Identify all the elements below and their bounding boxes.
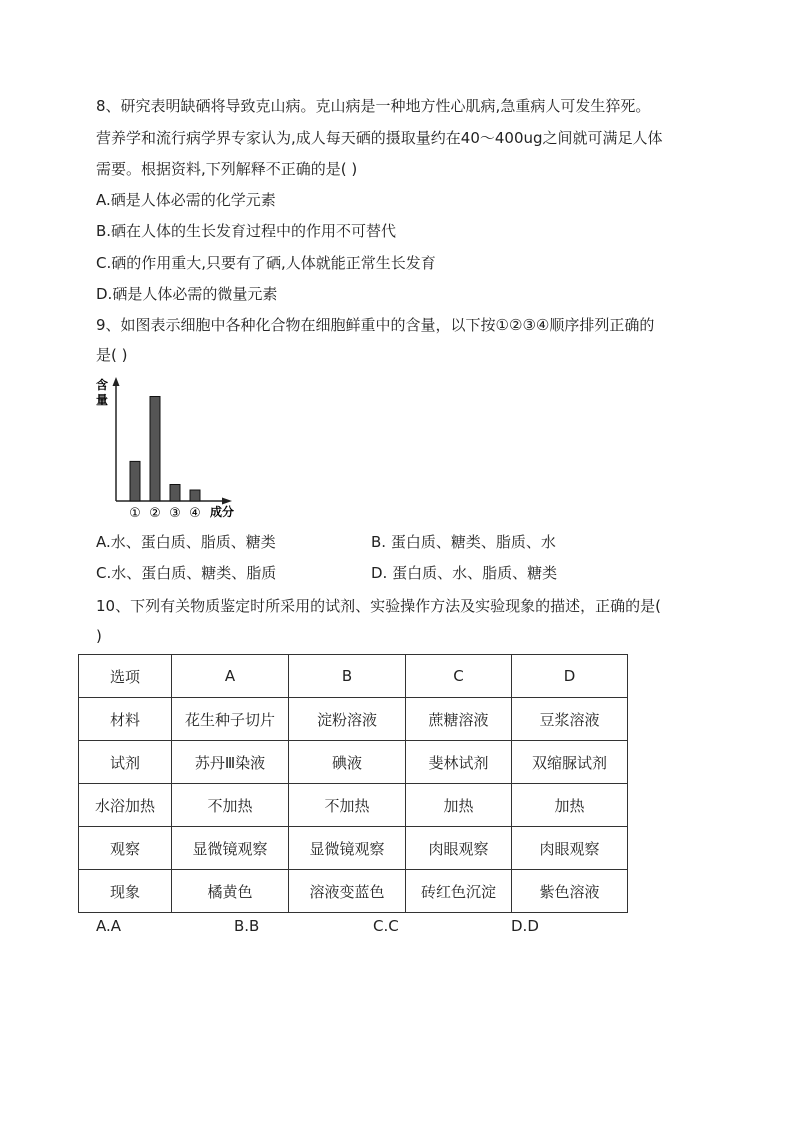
tick-label-3: ③	[169, 506, 181, 521]
table-cell: 碘液	[289, 741, 406, 784]
table-cell: 紫色溶液	[512, 870, 628, 913]
table-row	[79, 655, 628, 698]
table-cell: 显微镜观察	[289, 827, 406, 870]
q10-option-d: D.D	[511, 917, 539, 935]
y-axis-arrow	[113, 377, 120, 386]
table-cell: 不加热	[172, 784, 289, 827]
table-header-cell: B	[289, 655, 406, 698]
table-cell: 苏丹Ⅲ染液	[172, 741, 289, 784]
q9-option-a: A.水、蛋白质、脂质、糖类	[96, 533, 276, 551]
q8-option-c: C.硒的作用重大,只要有了硒,人体就能正常生长发育	[96, 254, 436, 272]
q10-option-b: B.B	[234, 917, 260, 935]
bar-4	[190, 490, 200, 501]
table-cell: 不加热	[289, 784, 406, 827]
content-bar-chart	[92, 376, 252, 524]
x-axis-arrow	[222, 498, 232, 505]
table-cell: 花生种子切片	[172, 698, 289, 741]
table-cell: 砖红色沉淀	[406, 870, 512, 913]
table-cell: 加热	[406, 784, 512, 827]
tick-label-1: ①	[129, 506, 141, 521]
y-axis-label-2: 量	[96, 393, 109, 407]
q10-line2: )	[96, 627, 102, 645]
q8-line3: 需要。根据资料,下列解释不正确的是( )	[96, 160, 358, 178]
q8-option-a: A.硒是人体必需的化学元素	[96, 191, 276, 209]
bar-2	[150, 397, 160, 502]
table-header-cell: D	[512, 655, 628, 698]
table-cell: 豆浆溶液	[512, 698, 628, 741]
bar-3	[170, 485, 180, 502]
tick-label-4: ④	[189, 506, 201, 521]
q9-line2: 是( )	[96, 346, 128, 364]
table-cell: 淀粉溶液	[289, 698, 406, 741]
y-axis-label-1: 含	[96, 378, 109, 392]
table-cell: 加热	[512, 784, 628, 827]
q10-option-a: A.A	[96, 917, 122, 935]
table-cell: 显微镜观察	[172, 827, 289, 870]
reagent-table	[78, 654, 628, 913]
table-cell: 蔗糖溶液	[406, 698, 512, 741]
table-cell: 双缩脲试剂	[512, 741, 628, 784]
q8-line1: 8、研究表明缺硒将导致克山病。克山病是一种地方性心肌病,急重病人可发生猝死。	[96, 97, 651, 115]
q8-option-d: D.硒是人体必需的微量元素	[96, 285, 278, 303]
table-row	[79, 784, 628, 827]
table-row	[79, 698, 628, 741]
q8-line2: 营养学和流行病学界专家认为,成人每天硒的摄取量约在40～400ug之间就可满足人体	[96, 129, 663, 147]
table-cell: 观察	[79, 827, 172, 870]
q10-option-c: C.C	[373, 917, 399, 935]
q10-line1: 10、下列有关物质鉴定时所采用的试剂、实验操作方法及实验现象的描述，正确的是(	[96, 597, 661, 615]
table-cell: 溶液变蓝色	[289, 870, 406, 913]
bar-1	[130, 461, 140, 501]
q9-line1: 9、如图表示细胞中各种化合物在细胞鲜重中的含量，以下按①②③④顺序排列正确的	[96, 316, 655, 334]
table-header-cell: A	[172, 655, 289, 698]
table-cell: 肉眼观察	[512, 827, 628, 870]
q9-option-c: C.水、蛋白质、糖类、脂质	[96, 564, 277, 582]
table-cell: 橘黄色	[172, 870, 289, 913]
table-header-cell: C	[406, 655, 512, 698]
table-row	[79, 870, 628, 913]
table-header-cell: 选项	[79, 655, 172, 698]
q9-option-b: B. 蛋白质、糖类、脂质、水	[371, 533, 556, 551]
table-cell: 试剂	[79, 741, 172, 784]
table-cell: 斐林试剂	[406, 741, 512, 784]
table-cell: 现象	[79, 870, 172, 913]
q8-option-b: B.硒在人体的生长发育过程中的作用不可替代	[96, 222, 397, 240]
q9-option-d: D. 蛋白质、水、脂质、糖类	[371, 564, 558, 582]
table-cell: 材料	[79, 698, 172, 741]
table-cell: 水浴加热	[79, 784, 172, 827]
table-cell: 肉眼观察	[406, 827, 512, 870]
tick-label-2: ②	[149, 506, 161, 521]
x-axis-label: 成分	[210, 505, 235, 519]
table-row	[79, 741, 628, 784]
table-row	[79, 827, 628, 870]
